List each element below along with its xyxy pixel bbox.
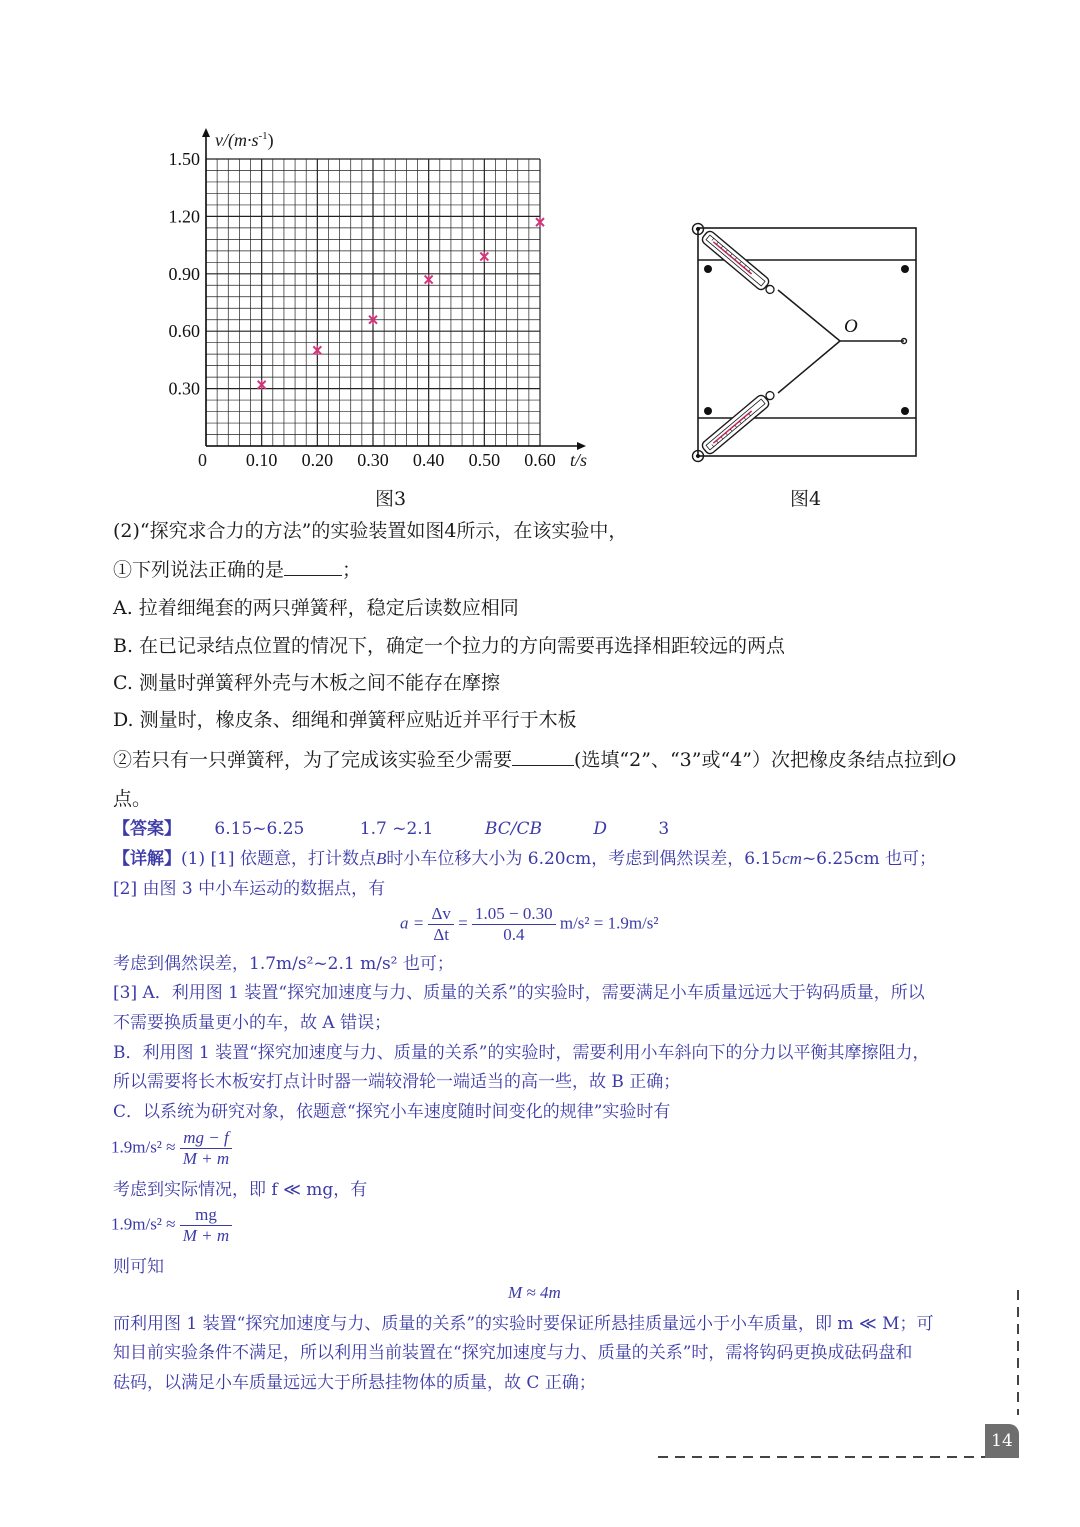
option-c: C. 测量时弹簧秤外壳与木板之间不能存在摩擦 xyxy=(113,672,500,694)
x-tick-label: 0.10 xyxy=(245,450,278,470)
figure-4-caption: 图4 xyxy=(790,488,822,510)
question-intro: (2)“探究求合力的方法”的实验装置如图4所示，在该实验中， xyxy=(113,520,628,542)
string-lower xyxy=(778,341,840,393)
force-apparatus-diagram xyxy=(678,210,923,470)
x-axis-label: t/s xyxy=(570,450,588,470)
spring-balance-lower xyxy=(689,388,777,465)
y-tick-label: 0.90 xyxy=(168,263,200,284)
detail-line-6: B．利用图 1 装置“探究加速度与力、质量的关系”的实验时，需要利用小车斜向下的分力以平衡其摩擦阻力， xyxy=(113,1043,930,1063)
data-point xyxy=(313,345,321,355)
detail-line-3: 考虑到偶然误差，1.7m/s²~2.1 m/s² 也可； xyxy=(113,954,454,974)
pin-top-left xyxy=(704,265,712,273)
detail-line-8: C．以系统为研究对象，依题意“探究小车速度随时间变化的规律”实验时有 xyxy=(113,1102,671,1122)
pin-bottom-right xyxy=(901,407,909,415)
x-tick-label: 0.50 xyxy=(468,450,501,470)
figure-3-caption: 图3 xyxy=(375,488,407,510)
question-1: ①下列说法正确的是 ； xyxy=(113,559,362,581)
origin-label: 0 xyxy=(198,450,207,470)
y-tick-label: 1.20 xyxy=(168,206,200,227)
option-a: A. 拉着细绳套的两只弹簧秤，稳定后读数应相同 xyxy=(113,597,519,619)
x-tick-label: 0.40 xyxy=(412,450,445,470)
string-upper xyxy=(778,290,840,341)
answer-line: 【答案】 6.15~6.25 1.7 ~2.1 BC/CB D 3 xyxy=(113,819,670,839)
page-corner-decoration xyxy=(650,1285,1030,1465)
detail-line-2: [2] 由图 3 中小车运动的数据点，有 xyxy=(113,879,386,899)
answer-item-4: D xyxy=(593,819,607,839)
data-point xyxy=(425,275,433,285)
y-axis-label: $v/(m\cdot s^{-1})$ xyxy=(215,130,274,150)
spring-balance-upper xyxy=(689,220,777,297)
y-axis-arrow xyxy=(202,128,210,137)
chart-axes xyxy=(202,128,586,450)
pin-bottom-left xyxy=(704,407,712,415)
page-number: 14 xyxy=(985,1424,1019,1458)
x-axis-arrow xyxy=(577,442,586,450)
answer-item-2: 1.7 ~2.1 xyxy=(359,819,434,839)
detail-line-7: 所以需要将长木板安打点计时器一端较滑轮一端适当的高一些，故 B 正确； xyxy=(113,1072,681,1092)
detail-line-13: 砝码，以满足小车质量远远大于所悬挂物体的质量，故 C 正确； xyxy=(113,1373,596,1393)
y-tick-label: 1.50 xyxy=(168,149,200,169)
answer-item-1: 6.15~6.25 xyxy=(214,819,305,839)
velocity-time-chart xyxy=(140,118,620,478)
formula-system: 1.9m/s² ≈ $\frac{mg - f}{M + m}$ xyxy=(111,1128,232,1169)
y-tick-label: 0.30 xyxy=(168,378,200,399)
question-2: ②若只有一只弹簧秤，为了完成该实验至少需要 (选填“2”、“3”或“4”）次把橡皮条结点拉到O xyxy=(113,749,956,771)
detail-line-9: 考虑到实际情况，即 f ≪ mg，有 xyxy=(113,1180,368,1200)
data-point xyxy=(258,380,266,390)
detail-line-1: 【详解】(1) [1] 依题意，打计数点B时小车位移大小为 6.20cm，考虑到偶然误差，6.15cm~6.25cm 也可； xyxy=(113,849,937,869)
answer-item-5: 3 xyxy=(658,819,670,839)
chart-grid xyxy=(206,159,540,446)
point-o-label: O xyxy=(844,316,858,337)
y-tick-label: 0.60 xyxy=(168,321,200,342)
answer-item-3: BC/CB xyxy=(484,819,542,839)
question-2-end: 点。 xyxy=(113,788,152,810)
option-b: B. 在已记录结点位置的情况下，确定一个拉力的方向需要再选择相距较远的两点 xyxy=(113,635,786,657)
detail-line-10: 则可知 xyxy=(113,1257,164,1277)
detail-line-4: [3] A．利用图 1 装置“探究加速度与力、质量的关系”的实验时，需要满足小车质量远远大于钩码质量，所以 xyxy=(113,983,925,1003)
chart-data-points xyxy=(258,217,544,390)
x-tick-label: 0.20 xyxy=(301,450,334,470)
detail-line-5: 不需要换质量更小的车，故 A 错误； xyxy=(113,1013,392,1033)
detail-line-11: 而利用图 1 装置“探究加速度与力、质量的关系”的实验时要保证所悬挂质量远小于小车质量，即 m ≪ M；可 xyxy=(113,1314,934,1334)
data-point xyxy=(536,217,544,227)
detail-line-12: 知目前实验条件不满足，所以利用当前装置在“探究加速度与力、质量的关系”时，需将钩码更换成砝码盘和 xyxy=(113,1343,913,1363)
formula-mass-ratio: M ≈ 4m xyxy=(508,1283,561,1302)
answer-blank-1[interactable] xyxy=(284,557,342,576)
answer-blank-2[interactable] xyxy=(512,747,574,766)
formula-acceleration: a = $\frac{\Delta v}{\Delta t}$ = $\frac{1.05 - 0.30}{0.4}$ m/s² = 1.9m/s² xyxy=(400,904,659,944)
data-point xyxy=(480,252,488,262)
option-d: D. 测量时，橡皮条、细绳和弹簧秤应贴近并平行于木板 xyxy=(113,709,577,731)
formula-approx: 1.9m/s² ≈ $\frac{mg}{M + m}$ xyxy=(111,1205,232,1246)
pin-top-right xyxy=(901,265,909,273)
x-tick-label: 0.60 xyxy=(524,450,556,470)
x-tick-label: 0.30 xyxy=(357,450,389,470)
